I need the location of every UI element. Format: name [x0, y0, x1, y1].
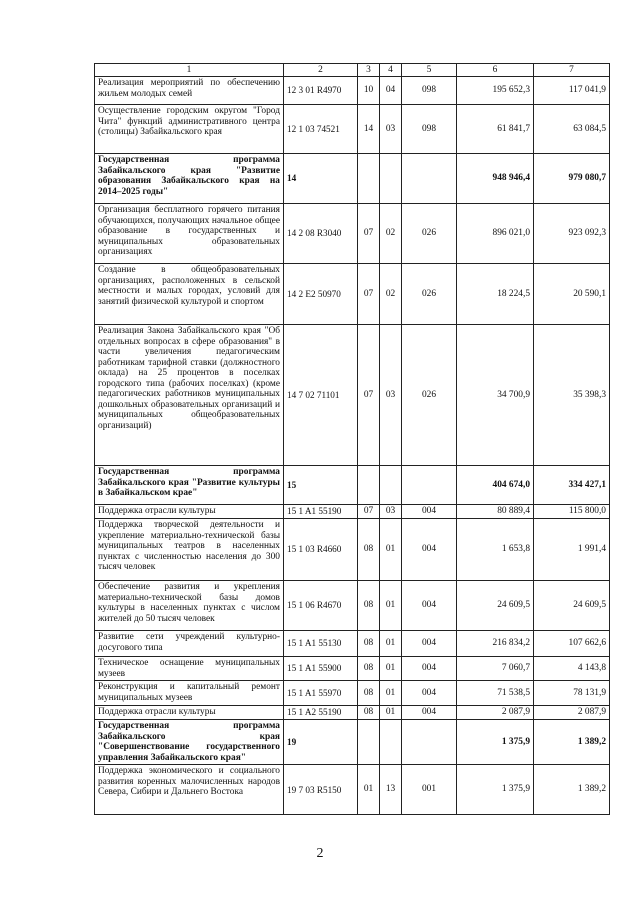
- row-expense-type: 004: [402, 657, 457, 681]
- row-subsection: [380, 154, 402, 204]
- row-value-year1: 7 060,7: [457, 657, 534, 681]
- row-value-year1: 216 834,2: [457, 631, 534, 657]
- row-expense-type: 004: [402, 581, 457, 631]
- row-value-year2: 4 143,8: [534, 657, 610, 681]
- row-name: Развитие сети учреждений культурно-досугового типа: [95, 631, 284, 657]
- table-row: [95, 681, 610, 706]
- row-value-year2: 115 800,0: [534, 505, 610, 519]
- row-expense-type: 004: [402, 519, 457, 581]
- row-name: Поддержка творческой деятельности и укрепление материально-технической базы муниципальных театров в населенных пунктах с численностью населения до 300 тысяч человек: [95, 519, 284, 581]
- row-value-year2: 24 609,5: [534, 581, 610, 631]
- row-name: Реализация Закона Забайкальского края "Об отдельных вопросах в сфере образования" в части увеличения педагогическим работникам тарифной ставки (должностного оклада) на 25 процентов в поселках городского типа (рабочих поселках) (кроме педагогических работников муниципальных дошкольных образовательных организаций и муниципальных общеобразовательных организаций): [95, 325, 284, 466]
- table-row: [95, 105, 610, 154]
- row-section: [358, 154, 380, 204]
- row-value-year2: 35 398,3: [534, 325, 610, 466]
- table-row: [95, 466, 610, 505]
- row-expense-type: 004: [402, 706, 457, 720]
- row-expense-type: 004: [402, 681, 457, 706]
- row-value-year2: 1 389,2: [534, 720, 610, 765]
- row-expense-type: 004: [402, 631, 457, 657]
- row-code: 19: [284, 720, 358, 765]
- table-row: [95, 581, 610, 631]
- row-code: 12 1 03 74521: [284, 105, 358, 154]
- row-expense-type: 026: [402, 264, 457, 325]
- row-name: Организация бесплатного горячего питания обучающихся, получающих начальное общее образование в государственных и муниципальных образовательных организациях: [95, 204, 284, 264]
- table-row: [95, 77, 610, 105]
- column-header: 7: [534, 64, 610, 77]
- row-name: Государственная программа Забайкальского края "Развитие культуры в Забайкальском крае": [95, 466, 284, 505]
- row-code: 15 1 A1 55190: [284, 505, 358, 519]
- table-row: [95, 204, 610, 264]
- row-name: Реконструкция и капитальный ремонт муниципальных музеев: [95, 681, 284, 706]
- row-expense-type: 098: [402, 105, 457, 154]
- row-code: 14 2 08 R3040: [284, 204, 358, 264]
- table-header-row: [95, 64, 610, 77]
- row-section: 08: [358, 681, 380, 706]
- row-section: 07: [358, 505, 380, 519]
- column-header: 3: [358, 64, 380, 77]
- row-value-year1: 948 946,4: [457, 154, 534, 204]
- row-subsection: 01: [380, 706, 402, 720]
- row-subsection: 01: [380, 631, 402, 657]
- row-name: Реализация мероприятий по обеспечению жильем молодых семей: [95, 77, 284, 105]
- row-expense-type: 001: [402, 765, 457, 815]
- row-name: Поддержка экономического и социального развития коренных малочисленных народов Севера, Сибири и Дальнего Востока: [95, 765, 284, 815]
- row-value-year1: 1 375,9: [457, 765, 534, 815]
- row-subsection: 01: [380, 519, 402, 581]
- row-value-year1: 24 609,5: [457, 581, 534, 631]
- row-section: 08: [358, 581, 380, 631]
- row-code: 15 1 A2 55190: [284, 706, 358, 720]
- table-row: [95, 765, 610, 815]
- column-header: 5: [402, 64, 457, 77]
- row-expense-type: 026: [402, 325, 457, 466]
- table-row: [95, 519, 610, 581]
- row-code: 19 7 03 R5150: [284, 765, 358, 815]
- row-section: [358, 720, 380, 765]
- row-code: 14 7 02 71101: [284, 325, 358, 466]
- row-subsection: 13: [380, 765, 402, 815]
- row-section: 07: [358, 264, 380, 325]
- row-code: 15 1 A1 55130: [284, 631, 358, 657]
- row-subsection: 03: [380, 325, 402, 466]
- row-expense-type: 098: [402, 77, 457, 105]
- table-row: [95, 706, 610, 720]
- row-name: Государственная программа Забайкальского края "Развитие образования Забайкальского края на 2014–2025 годы": [95, 154, 284, 204]
- row-value-year2: 117 041,9: [534, 77, 610, 105]
- row-code: 15 1 A1 55970: [284, 681, 358, 706]
- row-section: 08: [358, 706, 380, 720]
- row-section: 08: [358, 519, 380, 581]
- row-value-year1: 404 674,0: [457, 466, 534, 505]
- row-code: 12 3 01 R4970: [284, 77, 358, 105]
- row-value-year2: 2 087,9: [534, 706, 610, 720]
- row-value-year2: 107 662,6: [534, 631, 610, 657]
- row-name: Осуществление городским округом "Город Чита" функций административного центра (столицы) Забайкальского края: [95, 105, 284, 154]
- column-header: 4: [380, 64, 402, 77]
- row-expense-type: 026: [402, 204, 457, 264]
- column-header: 2: [284, 64, 358, 77]
- row-subsection: 01: [380, 581, 402, 631]
- row-expense-type: [402, 154, 457, 204]
- row-section: 14: [358, 105, 380, 154]
- row-code: 15 1 A1 55900: [284, 657, 358, 681]
- row-subsection: 03: [380, 105, 402, 154]
- row-section: [358, 466, 380, 505]
- row-subsection: 01: [380, 657, 402, 681]
- table-row: [95, 154, 610, 204]
- row-name: Государственная программа Забайкальского края "Совершенствование государственного управления Забайкальского края": [95, 720, 284, 765]
- column-header: 1: [95, 64, 284, 77]
- row-value-year1: 1 653,8: [457, 519, 534, 581]
- row-value-year1: 34 700,9: [457, 325, 534, 466]
- row-value-year1: 80 889,4: [457, 505, 534, 519]
- row-code: 14: [284, 154, 358, 204]
- row-expense-type: [402, 466, 457, 505]
- page-number: 2: [316, 846, 324, 861]
- table-row: [95, 631, 610, 657]
- row-expense-type: [402, 720, 457, 765]
- row-subsection: [380, 466, 402, 505]
- row-subsection: [380, 720, 402, 765]
- row-code: 15 1 03 R4660: [284, 519, 358, 581]
- row-section: 07: [358, 204, 380, 264]
- row-value-year1: 71 538,5: [457, 681, 534, 706]
- row-code: 14 2 E2 50970: [284, 264, 358, 325]
- row-section: 07: [358, 325, 380, 466]
- row-value-year2: 20 590,1: [534, 264, 610, 325]
- row-value-year2: 923 092,3: [534, 204, 610, 264]
- row-value-year1: 18 224,5: [457, 264, 534, 325]
- row-section: 08: [358, 631, 380, 657]
- row-section: 10: [358, 77, 380, 105]
- row-expense-type: 004: [402, 505, 457, 519]
- row-value-year1: 896 021,0: [457, 204, 534, 264]
- row-value-year2: 1 991,4: [534, 519, 610, 581]
- row-code: 15 1 06 R4670: [284, 581, 358, 631]
- row-subsection: 01: [380, 681, 402, 706]
- row-name: Обеспечение развития и укрепления материально-технической базы домов культуры в населенных пунктах с числом жителей до 50 тысяч человек: [95, 581, 284, 631]
- table-row: [95, 264, 610, 325]
- row-subsection: 02: [380, 204, 402, 264]
- row-name: Поддержка отрасли культуры: [95, 505, 284, 519]
- row-value-year1: 195 652,3: [457, 77, 534, 105]
- table-row: [95, 325, 610, 466]
- table-row: [95, 657, 610, 681]
- row-subsection: 03: [380, 505, 402, 519]
- column-header: 6: [457, 64, 534, 77]
- row-code: 15: [284, 466, 358, 505]
- row-section: 01: [358, 765, 380, 815]
- row-value-year2: 78 131,9: [534, 681, 610, 706]
- budget-table: [94, 63, 610, 815]
- row-value-year2: 334 427,1: [534, 466, 610, 505]
- table-row: [95, 505, 610, 519]
- row-value-year2: 1 389,2: [534, 765, 610, 815]
- row-name: Создание в общеобразовательных организациях, расположенных в сельской местности и малых городах, условий для занятий физической культурой и спортом: [95, 264, 284, 325]
- row-value-year1: 1 375,9: [457, 720, 534, 765]
- row-value-year1: 61 841,7: [457, 105, 534, 154]
- row-value-year1: 2 087,9: [457, 706, 534, 720]
- row-subsection: 02: [380, 264, 402, 325]
- row-section: 08: [358, 657, 380, 681]
- table-row: [95, 720, 610, 765]
- row-name: Техническое оснащение муниципальных музеев: [95, 657, 284, 681]
- row-subsection: 04: [380, 77, 402, 105]
- row-value-year2: 979 080,7: [534, 154, 610, 204]
- row-value-year2: 63 084,5: [534, 105, 610, 154]
- row-name: Поддержка отрасли культуры: [95, 706, 284, 720]
